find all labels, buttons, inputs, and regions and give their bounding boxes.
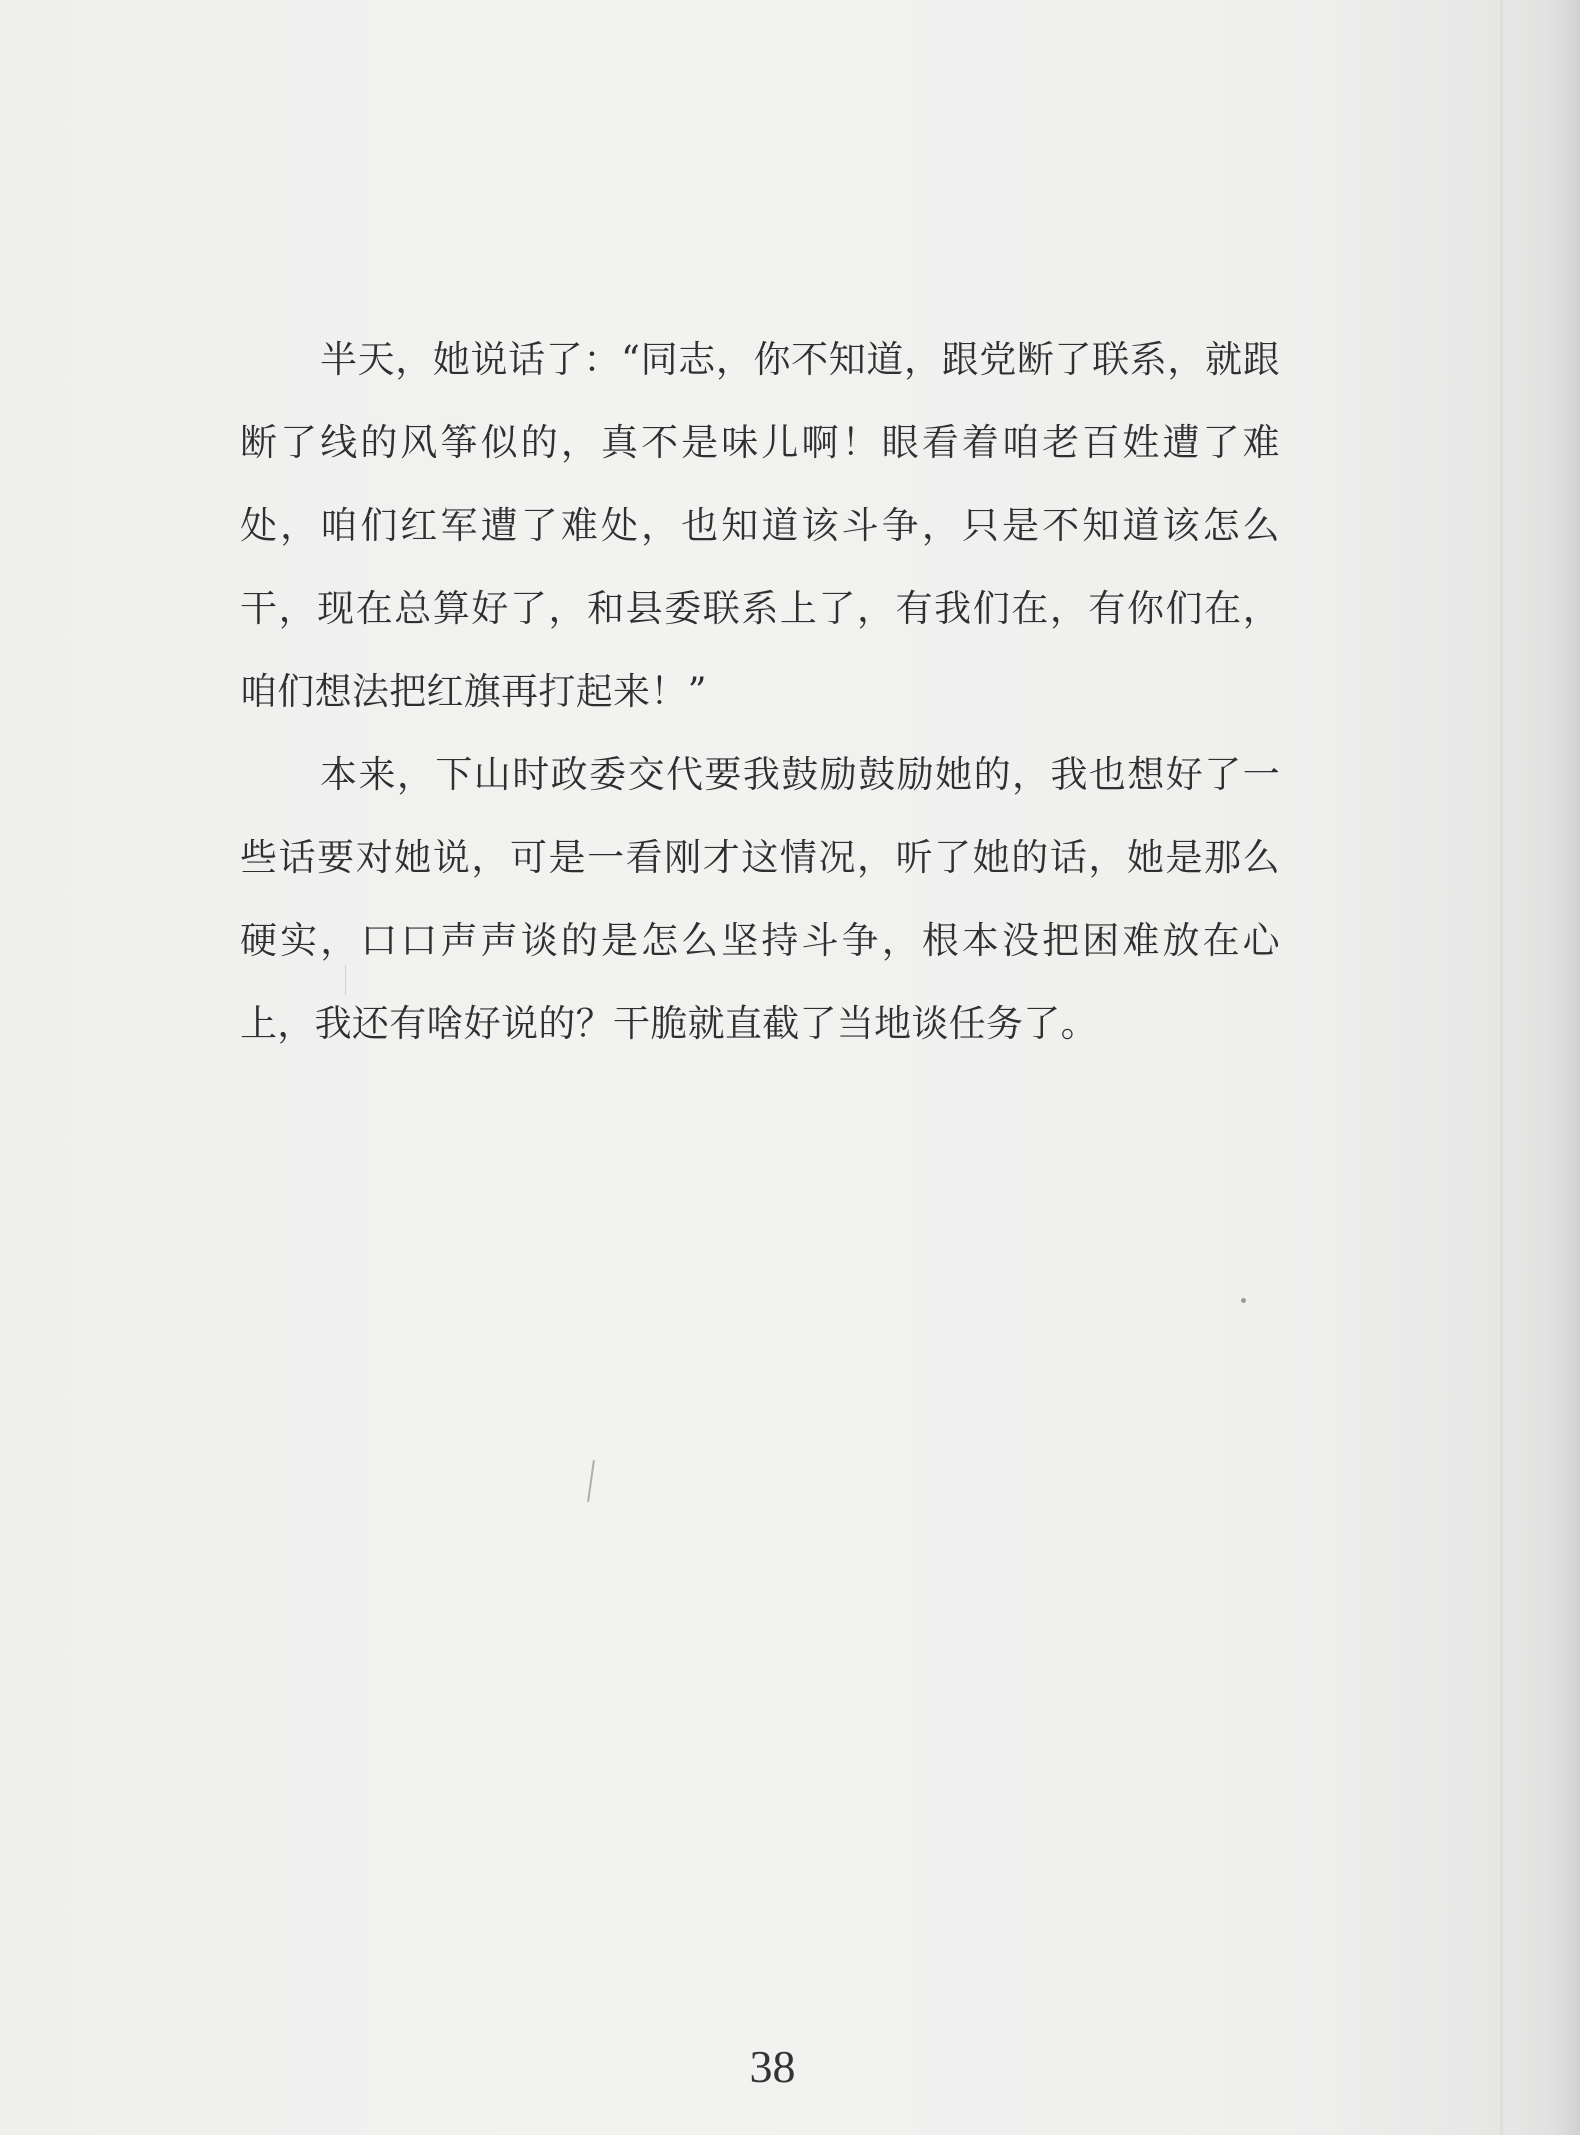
ink-speck bbox=[1241, 1298, 1246, 1303]
paragraph-1: 半天，她说话了：“同志，你不知道，跟党断了联系，就跟断了线的风筝似的，真不是味儿啊！眼看着咱老百姓遭了难处，咱们红军遭了难处，也知道该斗争，只是不知道该怎么干，现在总算好了，和县委联系上了，有我们在，有你们在，咱们想法把红旗再打起来！” bbox=[240, 338, 1280, 713]
page-edge-shadow bbox=[1555, 0, 1580, 2135]
paragraph-2: 本来，下山时政委交代要我鼓励鼓励她的，我也想好了一些话要对她说，可是一看刚才这情况，听了她的话，她是那么硬实，口口声声谈的是怎么坚持斗争，根本没把困难放在心上，我还有啥好说的？干脆就直截了当地谈任务了。 bbox=[240, 753, 1280, 1045]
page-fold-shading bbox=[1500, 0, 1503, 2135]
body-text bbox=[240, 318, 1280, 1065]
paper-scratch bbox=[587, 1460, 595, 1502]
page-number: 38 bbox=[749, 2041, 796, 2092]
